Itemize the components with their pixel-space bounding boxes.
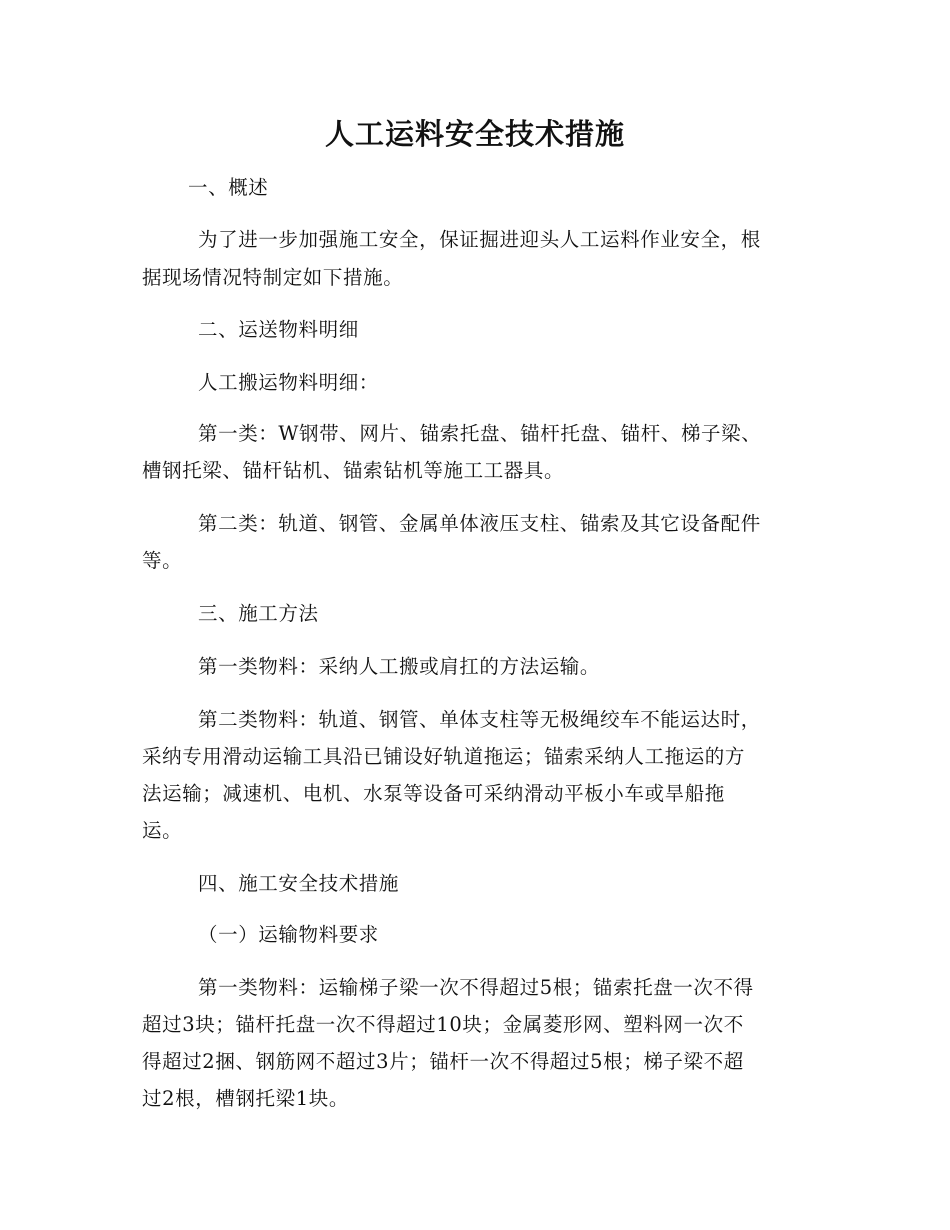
paragraph-line: 第二类物料：轨道、钢管、单体支柱等无极绳绞车不能运达时，	[198, 708, 761, 731]
paragraph-line: 第一类物料：采纳人工搬或肩扛的方法运输。	[198, 655, 601, 678]
section-heading-safety: 四、施工安全技术措施	[198, 872, 400, 895]
section-heading-materials: 二、运送物料明细	[198, 318, 359, 341]
paragraph-line: 运。	[142, 819, 183, 842]
paragraph-line: 等。	[142, 549, 183, 572]
section-heading-methods: 三、施工方法	[198, 602, 319, 625]
paragraph-line: 法运输；减速机、电机、水泵等设备可采纳滑动平板小车或旱船拖	[142, 782, 725, 805]
paragraph-line: 超过3块；锚杆托盘一次不得超过10块；金属菱形网、塑料网一次不	[142, 1013, 744, 1036]
section-heading-overview: 一、概述	[188, 176, 269, 199]
paragraph-line: 第一类物料：运输梯子梁一次不得超过5根；锚索托盘一次不得	[198, 976, 754, 999]
paragraph-line: 采纳专用滑动运输工具沿已铺设好轨道拖运；锚索采纳人工拖运的方	[142, 745, 746, 768]
paragraph-line: 为了进一步加强施工安全，保证掘进迎头人工运料作业安全，根	[198, 228, 761, 251]
paragraph-line: 过2根，槽钢托梁1块。	[142, 1087, 349, 1110]
paragraph-line: 得超过2捆、钢筋网不超过3片；锚杆一次不得超过5根；梯子梁不超	[142, 1050, 744, 1073]
document-title: 人工运料安全技术措施	[324, 117, 625, 151]
paragraph-line: 据现场情况特制定如下措施。	[142, 266, 404, 289]
paragraph-line: 人工搬运物料明细：	[198, 371, 379, 394]
paragraph-line: 第二类：轨道、钢管、金属单体液压支柱、锚索及其它设备配件	[198, 512, 761, 535]
paragraph-line: 槽钢托梁、锚杆钻机、锚索钻机等施工工器具。	[142, 459, 565, 482]
paragraph-line: 第一类：W钢带、网片、锚索托盘、锚杆托盘、锚杆、梯子梁、	[198, 422, 762, 445]
subsection-heading: （一）运输物料要求	[198, 923, 379, 946]
